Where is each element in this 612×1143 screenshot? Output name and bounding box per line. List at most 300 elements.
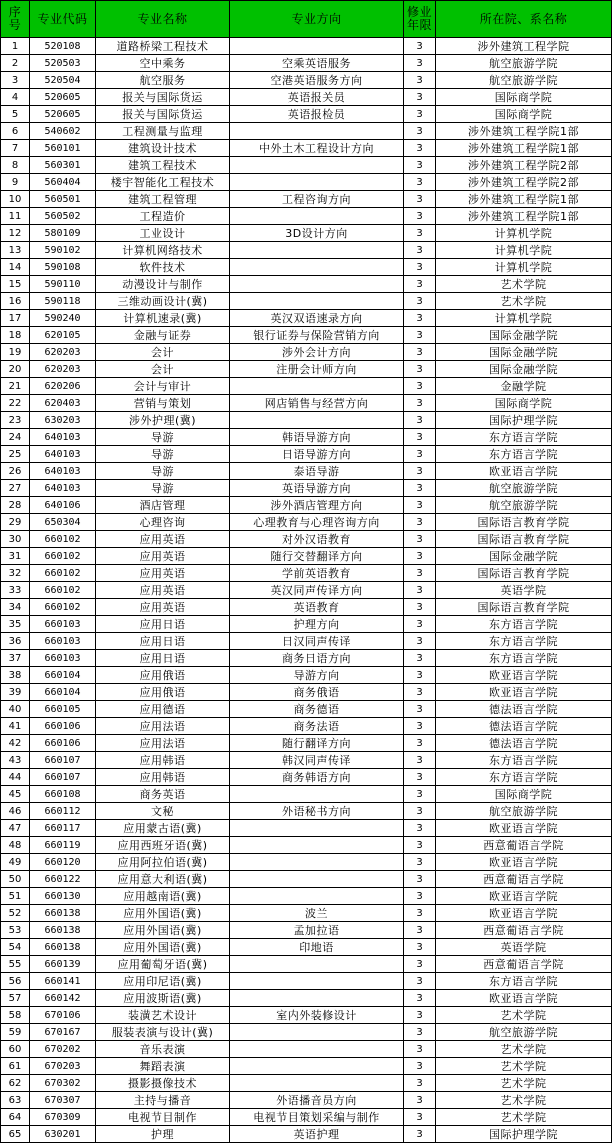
school-name-cell: 国际金融学院 <box>436 548 612 565</box>
serial-number-cell: 46 <box>1 803 30 820</box>
major-code-cell: 660108 <box>30 786 96 803</box>
major-direction-cell <box>230 956 404 973</box>
major-direction-cell: 涉外酒店管理方向 <box>230 497 404 514</box>
school-name-cell: 国际语言教育学院 <box>436 599 612 616</box>
major-direction-cell <box>230 123 404 140</box>
study-years-cell: 3 <box>404 1126 436 1143</box>
major-name-cell: 应用日语 <box>96 650 230 667</box>
study-years-cell: 3 <box>404 276 436 293</box>
major-direction-cell: 商务法语 <box>230 718 404 735</box>
major-code-cell: 650304 <box>30 514 96 531</box>
major-code-cell: 670106 <box>30 1007 96 1024</box>
major-name-cell: 应用德语 <box>96 701 230 718</box>
table-header <box>1 1 612 38</box>
major-direction-cell: 外语播音员方向 <box>230 1092 404 1109</box>
table-row <box>1 1092 612 1109</box>
table-row <box>1 497 612 514</box>
table-row <box>1 361 612 378</box>
major-name-cell: 电视节目制作 <box>96 1109 230 1126</box>
serial-number-cell: 23 <box>1 412 30 429</box>
major-name-cell: 导游 <box>96 429 230 446</box>
table-row <box>1 803 612 820</box>
major-code-cell: 660102 <box>30 599 96 616</box>
major-name-cell: 建筑工程管理 <box>96 191 230 208</box>
serial-number-cell: 55 <box>1 956 30 973</box>
study-years-cell: 3 <box>404 684 436 701</box>
major-code-cell: 560101 <box>30 140 96 157</box>
study-years-cell: 3 <box>404 837 436 854</box>
study-years-cell: 3 <box>404 378 436 395</box>
table-row <box>1 191 612 208</box>
serial-number-cell: 8 <box>1 157 30 174</box>
major-name-cell: 工业设计 <box>96 225 230 242</box>
table-row <box>1 429 612 446</box>
major-code-cell: 590108 <box>30 259 96 276</box>
major-direction-cell <box>230 1075 404 1092</box>
major-code-cell: 670302 <box>30 1075 96 1092</box>
serial-number-cell: 6 <box>1 123 30 140</box>
major-code-cell: 620203 <box>30 361 96 378</box>
serial-number-cell: 20 <box>1 361 30 378</box>
school-name-cell: 德法语言学院 <box>436 735 612 752</box>
major-code-cell: 660107 <box>30 752 96 769</box>
serial-number-cell: 49 <box>1 854 30 871</box>
major-name-cell: 文秘 <box>96 803 230 820</box>
major-code-cell: 590118 <box>30 293 96 310</box>
major-direction-cell <box>230 837 404 854</box>
study-years-cell: 3 <box>404 361 436 378</box>
table-row <box>1 327 612 344</box>
study-years-cell: 3 <box>404 463 436 480</box>
major-code-cell: 660103 <box>30 650 96 667</box>
major-code-cell: 660106 <box>30 718 96 735</box>
table-row <box>1 718 612 735</box>
school-name-cell: 涉外建筑工程学院2部 <box>436 174 612 191</box>
major-name-cell: 应用日语 <box>96 633 230 650</box>
major-direction-cell: 护理方向 <box>230 616 404 633</box>
table-row <box>1 548 612 565</box>
serial-number-cell: 52 <box>1 905 30 922</box>
school-name-cell: 航空旅游学院 <box>436 497 612 514</box>
major-name-cell: 应用葡萄牙语(冀) <box>96 956 230 973</box>
serial-number-cell: 38 <box>1 667 30 684</box>
study-years-cell: 3 <box>404 1058 436 1075</box>
major-direction-cell: 随行翻译方向 <box>230 735 404 752</box>
serial-number-cell: 57 <box>1 990 30 1007</box>
table-row <box>1 123 612 140</box>
study-years-cell: 3 <box>404 956 436 973</box>
table-row <box>1 973 612 990</box>
major-direction-cell: 日语导游方向 <box>230 446 404 463</box>
major-code-cell: 660102 <box>30 548 96 565</box>
major-name-cell: 导游 <box>96 446 230 463</box>
serial-number-cell: 43 <box>1 752 30 769</box>
table-row <box>1 1075 612 1092</box>
serial-number-cell: 2 <box>1 55 30 72</box>
major-direction-cell: 英语导游方向 <box>230 480 404 497</box>
major-name-cell: 应用英语 <box>96 531 230 548</box>
school-name-cell: 涉外建筑工程学院1部 <box>436 140 612 157</box>
table-row <box>1 701 612 718</box>
major-code-cell: 670167 <box>30 1024 96 1041</box>
serial-number-cell: 18 <box>1 327 30 344</box>
school-name-cell: 艺术学院 <box>436 1041 612 1058</box>
major-name-cell: 会计 <box>96 344 230 361</box>
table-row <box>1 871 612 888</box>
serial-number-cell: 4 <box>1 89 30 106</box>
study-years-cell: 3 <box>404 854 436 871</box>
study-years-cell: 3 <box>404 497 436 514</box>
major-name-cell: 工程造价 <box>96 208 230 225</box>
school-name-cell: 东方语言学院 <box>436 752 612 769</box>
table-row <box>1 276 612 293</box>
major-name-cell: 应用阿拉伯语(冀) <box>96 854 230 871</box>
major-direction-cell: 英汉同声传译方向 <box>230 582 404 599</box>
school-name-cell: 国际语言教育学院 <box>436 565 612 582</box>
major-code-cell: 560301 <box>30 157 96 174</box>
table-row <box>1 157 612 174</box>
school-name-cell: 英语学院 <box>436 582 612 599</box>
school-name-cell: 涉外建筑工程学院2部 <box>436 157 612 174</box>
major-direction-cell <box>230 276 404 293</box>
serial-number-cell: 12 <box>1 225 30 242</box>
major-code-cell: 640103 <box>30 446 96 463</box>
major-code-cell: 580109 <box>30 225 96 242</box>
major-name-cell: 应用波斯语(冀) <box>96 990 230 1007</box>
study-years-cell: 3 <box>404 1109 436 1126</box>
major-direction-cell: 印地语 <box>230 939 404 956</box>
major-name-cell: 报关与国际货运 <box>96 89 230 106</box>
major-code-cell: 660122 <box>30 871 96 888</box>
major-direction-cell: 学前英语教育 <box>230 565 404 582</box>
major-name-cell: 航空服务 <box>96 72 230 89</box>
serial-number-cell: 14 <box>1 259 30 276</box>
major-code-cell: 560502 <box>30 208 96 225</box>
school-name-cell: 艺术学院 <box>436 276 612 293</box>
school-name-cell: 国际商学院 <box>436 89 612 106</box>
serial-number-cell: 47 <box>1 820 30 837</box>
header-major-code: 专业代码 <box>30 1 96 38</box>
major-direction-cell: 商务俄语 <box>230 684 404 701</box>
major-name-cell: 会计 <box>96 361 230 378</box>
serial-number-cell: 39 <box>1 684 30 701</box>
header-major-direction: 专业方向 <box>230 1 404 38</box>
serial-number-cell: 30 <box>1 531 30 548</box>
major-code-cell: 620403 <box>30 395 96 412</box>
school-name-cell: 国际金融学院 <box>436 361 612 378</box>
serial-number-cell: 44 <box>1 769 30 786</box>
table-row <box>1 310 612 327</box>
study-years-cell: 3 <box>404 786 436 803</box>
major-code-cell: 660104 <box>30 667 96 684</box>
serial-number-cell: 37 <box>1 650 30 667</box>
table-row <box>1 582 612 599</box>
school-name-cell: 国际语言教育学院 <box>436 514 612 531</box>
study-years-cell: 3 <box>404 803 436 820</box>
serial-number-cell: 34 <box>1 599 30 616</box>
school-name-cell: 欧亚语言学院 <box>436 463 612 480</box>
serial-number-cell: 3 <box>1 72 30 89</box>
major-code-cell: 590110 <box>30 276 96 293</box>
major-code-cell: 520605 <box>30 106 96 123</box>
major-code-cell: 640103 <box>30 463 96 480</box>
major-direction-cell: 孟加拉语 <box>230 922 404 939</box>
school-name-cell: 西意葡语言学院 <box>436 922 612 939</box>
header-row <box>1 1 612 38</box>
major-name-cell: 工程测量与监理 <box>96 123 230 140</box>
study-years-cell: 3 <box>404 701 436 718</box>
table-row <box>1 837 612 854</box>
study-years-cell: 3 <box>404 1024 436 1041</box>
major-code-cell: 620105 <box>30 327 96 344</box>
table-row <box>1 463 612 480</box>
serial-number-cell: 32 <box>1 565 30 582</box>
study-years-cell: 3 <box>404 769 436 786</box>
major-name-cell: 应用英语 <box>96 548 230 565</box>
major-direction-cell <box>230 1041 404 1058</box>
major-name-cell: 应用日语 <box>96 616 230 633</box>
school-name-cell: 艺术学院 <box>436 1058 612 1075</box>
school-name-cell: 计算机学院 <box>436 259 612 276</box>
serial-number-cell: 53 <box>1 922 30 939</box>
serial-number-cell: 48 <box>1 837 30 854</box>
study-years-cell: 3 <box>404 259 436 276</box>
table-row <box>1 667 612 684</box>
major-direction-cell <box>230 1058 404 1075</box>
major-code-cell: 520503 <box>30 55 96 72</box>
study-years-cell: 3 <box>404 38 436 55</box>
major-direction-cell: 工程咨询方向 <box>230 191 404 208</box>
serial-number-cell: 22 <box>1 395 30 412</box>
table-row <box>1 1109 612 1126</box>
study-years-cell: 3 <box>404 820 436 837</box>
school-name-cell: 欧亚语言学院 <box>436 905 612 922</box>
school-name-cell: 英语学院 <box>436 939 612 956</box>
serial-number-cell: 35 <box>1 616 30 633</box>
serial-number-cell: 5 <box>1 106 30 123</box>
table-row <box>1 514 612 531</box>
table-row <box>1 599 612 616</box>
table-row <box>1 140 612 157</box>
study-years-cell: 3 <box>404 55 436 72</box>
serial-number-cell: 42 <box>1 735 30 752</box>
header-school-name: 所在院、系名称 <box>436 1 612 38</box>
major-name-cell: 空中乘务 <box>96 55 230 72</box>
study-years-cell: 3 <box>404 72 436 89</box>
table-row <box>1 769 612 786</box>
major-direction-cell <box>230 412 404 429</box>
major-name-cell: 应用英语 <box>96 582 230 599</box>
school-name-cell: 东方语言学院 <box>436 769 612 786</box>
table-row <box>1 684 612 701</box>
major-direction-cell: 室内外装修设计 <box>230 1007 404 1024</box>
study-years-cell: 3 <box>404 582 436 599</box>
table-row <box>1 752 612 769</box>
major-direction-cell <box>230 888 404 905</box>
serial-number-cell: 56 <box>1 973 30 990</box>
school-name-cell: 艺术学院 <box>436 1109 612 1126</box>
table-row <box>1 259 612 276</box>
study-years-cell: 3 <box>404 310 436 327</box>
major-name-cell: 导游 <box>96 480 230 497</box>
school-name-cell: 欧亚语言学院 <box>436 990 612 1007</box>
school-name-cell: 航空旅游学院 <box>436 480 612 497</box>
study-years-cell: 3 <box>404 242 436 259</box>
major-direction-cell <box>230 242 404 259</box>
school-name-cell: 东方语言学院 <box>436 650 612 667</box>
study-years-cell: 3 <box>404 973 436 990</box>
school-name-cell: 航空旅游学院 <box>436 55 612 72</box>
major-code-cell: 660102 <box>30 582 96 599</box>
school-name-cell: 国际语言教育学院 <box>436 531 612 548</box>
school-name-cell: 计算机学院 <box>436 225 612 242</box>
study-years-cell: 3 <box>404 480 436 497</box>
table-row <box>1 72 612 89</box>
table-row <box>1 378 612 395</box>
major-direction-cell: 网店销售与经营方向 <box>230 395 404 412</box>
major-code-cell: 660102 <box>30 565 96 582</box>
major-direction-cell: 英汉双语速录方向 <box>230 310 404 327</box>
major-direction-cell: 波兰 <box>230 905 404 922</box>
serial-number-cell: 64 <box>1 1109 30 1126</box>
school-name-cell: 航空旅游学院 <box>436 803 612 820</box>
school-name-cell: 计算机学院 <box>436 242 612 259</box>
major-code-cell: 660103 <box>30 633 96 650</box>
major-code-cell: 630203 <box>30 412 96 429</box>
study-years-cell: 3 <box>404 633 436 650</box>
study-years-cell: 3 <box>404 939 436 956</box>
major-code-cell: 660138 <box>30 905 96 922</box>
serial-number-cell: 51 <box>1 888 30 905</box>
major-code-cell: 660102 <box>30 531 96 548</box>
major-direction-cell: 商务德语 <box>230 701 404 718</box>
major-name-cell: 应用法语 <box>96 718 230 735</box>
major-direction-cell: 空乘英语服务 <box>230 55 404 72</box>
major-name-cell: 道路桥梁工程技术 <box>96 38 230 55</box>
table-row <box>1 89 612 106</box>
study-years-cell: 3 <box>404 412 436 429</box>
study-years-cell: 3 <box>404 548 436 565</box>
serial-number-cell: 24 <box>1 429 30 446</box>
study-years-cell: 3 <box>404 565 436 582</box>
table-row <box>1 616 612 633</box>
major-direction-cell: 英语报检员 <box>230 106 404 123</box>
serial-number-cell: 26 <box>1 463 30 480</box>
major-code-cell: 640106 <box>30 497 96 514</box>
serial-number-cell: 41 <box>1 718 30 735</box>
major-code-cell: 620203 <box>30 344 96 361</box>
major-code-cell: 660104 <box>30 684 96 701</box>
study-years-cell: 3 <box>404 990 436 1007</box>
major-code-cell: 660117 <box>30 820 96 837</box>
major-name-cell: 应用法语 <box>96 735 230 752</box>
school-name-cell: 国际金融学院 <box>436 344 612 361</box>
serial-number-cell: 45 <box>1 786 30 803</box>
major-direction-cell <box>230 38 404 55</box>
table-row <box>1 446 612 463</box>
school-name-cell: 艺术学院 <box>436 1007 612 1024</box>
major-name-cell: 应用韩语 <box>96 769 230 786</box>
major-code-cell: 660107 <box>30 769 96 786</box>
major-name-cell: 应用蒙古语(冀) <box>96 820 230 837</box>
major-code-cell: 640103 <box>30 480 96 497</box>
major-direction-cell: 英语教育 <box>230 599 404 616</box>
school-name-cell: 欧亚语言学院 <box>436 820 612 837</box>
serial-number-cell: 16 <box>1 293 30 310</box>
serial-number-cell: 15 <box>1 276 30 293</box>
serial-number-cell: 19 <box>1 344 30 361</box>
table-row <box>1 1126 612 1143</box>
study-years-cell: 3 <box>404 157 436 174</box>
major-code-cell: 660103 <box>30 616 96 633</box>
major-code-cell: 670309 <box>30 1109 96 1126</box>
school-name-cell: 欧亚语言学院 <box>436 854 612 871</box>
school-name-cell: 国际商学院 <box>436 786 612 803</box>
major-code-cell: 520504 <box>30 72 96 89</box>
serial-number-cell: 27 <box>1 480 30 497</box>
study-years-cell: 3 <box>404 1092 436 1109</box>
table-row <box>1 395 612 412</box>
major-direction-cell <box>230 1024 404 1041</box>
study-years-cell: 3 <box>404 106 436 123</box>
major-direction-cell: 英语报关员 <box>230 89 404 106</box>
major-name-cell: 应用英语 <box>96 599 230 616</box>
serial-number-cell: 17 <box>1 310 30 327</box>
table-row <box>1 888 612 905</box>
major-name-cell: 动漫设计与制作 <box>96 276 230 293</box>
major-name-cell: 应用西班牙语(冀) <box>96 837 230 854</box>
major-name-cell: 应用俄语 <box>96 667 230 684</box>
major-name-cell: 应用韩语 <box>96 752 230 769</box>
table-row <box>1 1024 612 1041</box>
study-years-cell: 3 <box>404 616 436 633</box>
major-direction-cell: 涉外会计方向 <box>230 344 404 361</box>
major-direction-cell: 中外土木工程设计方向 <box>230 140 404 157</box>
serial-number-cell: 59 <box>1 1024 30 1041</box>
major-name-cell: 应用外国语(冀) <box>96 922 230 939</box>
table-row <box>1 480 612 497</box>
major-name-cell: 应用印尼语(冀) <box>96 973 230 990</box>
table-row <box>1 990 612 1007</box>
school-name-cell: 艺术学院 <box>436 293 612 310</box>
major-name-cell: 报关与国际货运 <box>96 106 230 123</box>
serial-number-cell: 1 <box>1 38 30 55</box>
study-years-cell: 3 <box>404 1007 436 1024</box>
school-name-cell: 航空旅游学院 <box>436 1024 612 1041</box>
serial-number-cell: 63 <box>1 1092 30 1109</box>
serial-number-cell: 65 <box>1 1126 30 1143</box>
table-row <box>1 106 612 123</box>
school-name-cell: 东方语言学院 <box>436 633 612 650</box>
major-direction-cell: 商务日语方向 <box>230 650 404 667</box>
header-study-years: 修业 年限 <box>404 1 436 38</box>
school-name-cell: 涉外建筑工程学院1部 <box>436 191 612 208</box>
table-row <box>1 650 612 667</box>
major-direction-cell: 英语护理 <box>230 1126 404 1143</box>
major-name-cell: 应用外国语(冀) <box>96 905 230 922</box>
major-name-cell: 涉外护理(冀) <box>96 412 230 429</box>
school-name-cell: 国际护理学院 <box>436 1126 612 1143</box>
major-name-cell: 应用外国语(冀) <box>96 939 230 956</box>
serial-number-cell: 50 <box>1 871 30 888</box>
major-code-cell: 660138 <box>30 922 96 939</box>
school-name-cell: 计算机学院 <box>436 310 612 327</box>
major-direction-cell <box>230 157 404 174</box>
study-years-cell: 3 <box>404 429 436 446</box>
table-row <box>1 565 612 582</box>
study-years-cell: 3 <box>404 735 436 752</box>
study-years-cell: 3 <box>404 225 436 242</box>
